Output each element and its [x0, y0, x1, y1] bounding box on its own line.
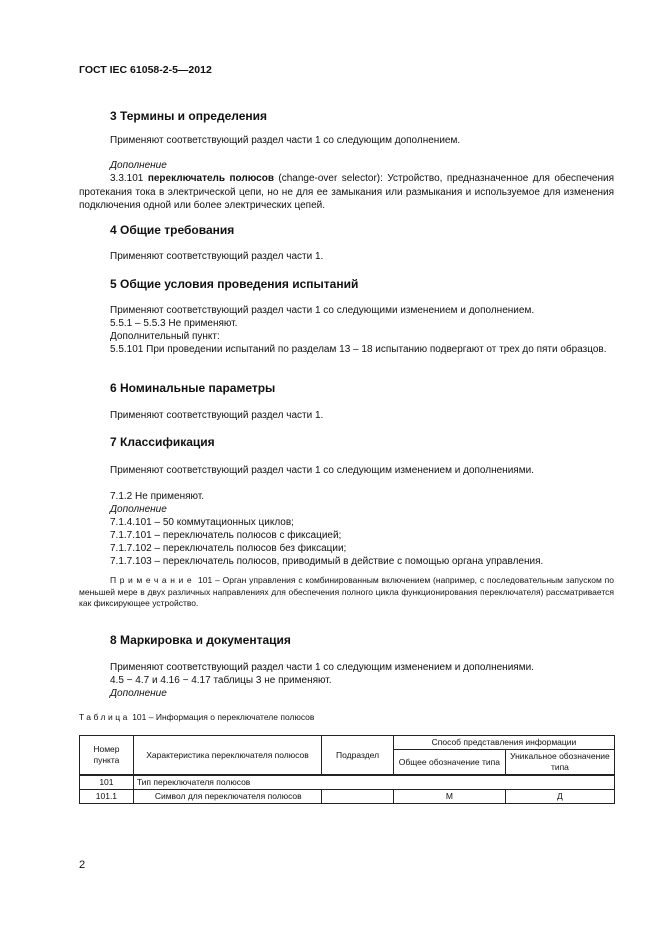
section-5-heading: 5 Общие условия проведения испытаний: [110, 277, 359, 291]
page-number: 2: [79, 859, 86, 871]
section-4-text: Применяют соответствующий раздел части 1.: [110, 251, 324, 262]
header-general-type: Общее обозначение типа: [393, 750, 505, 776]
table-caption: [79, 712, 314, 722]
note-label: Примечание: [110, 575, 196, 585]
header-characteristic: Характеристика переключателя полюсов: [133, 736, 321, 776]
section-8-line-1: 4.5 − 4.7 и 4.16 − 4.17 таблицы 3 не применяют.: [110, 675, 332, 686]
pole-switch-info-table: [79, 735, 615, 804]
section-6-text: Применяют соответствующий раздел части 1.: [110, 410, 324, 421]
section-7-addition-label: Дополнение: [110, 504, 167, 515]
document-header: ГОСТ IEC 61058-2-5—2012: [79, 64, 212, 76]
section-8-intro: Применяют соответствующий раздел части 1 со следующим изменением и дополнениями.: [110, 662, 534, 673]
section-4-heading: 4 Общие требования: [110, 223, 235, 237]
section-7-line-5: 7.1.7.103 – переключатель полюсов, приводимый в действие с помощью органа управления.: [110, 556, 544, 567]
header-method: Способ представления информации: [393, 736, 614, 750]
header-number: Номер пункта: [80, 736, 134, 776]
section-3-definition: [79, 172, 614, 213]
section-3-addition-label: Дополнение: [110, 160, 167, 171]
section-7-line-4: 7.1.7.102 – переключатель полюсов без фиксации;: [110, 543, 347, 554]
row-2-subsection: [322, 790, 394, 804]
section-7-heading: 7 Классификация: [110, 435, 215, 449]
section-8-addition-label: Дополнение: [110, 688, 167, 699]
section-5-line-3: 5.5.101 При проведении испытаний по разделам 13 – 18 испытанию подвергают от трех до пяти образцов.: [110, 344, 607, 355]
table-caption-text: 101 – Информация о переключателе полюсов: [132, 712, 315, 722]
table-row: [80, 775, 615, 790]
section-7-note: [79, 575, 614, 610]
table-caption-label: Таблица: [79, 712, 130, 722]
header-subsection: Подраздел: [322, 736, 394, 776]
section-7-line-3: 7.1.7.101 – переключатель полюсов с фиксацией;: [110, 530, 342, 541]
section-6-heading: 6 Номинальные параметры: [110, 381, 276, 395]
section-5-line-1: 5.5.1 – 5.5.3 Не применяют.: [110, 318, 238, 329]
row-2-general: М: [393, 790, 505, 804]
term-number: 3.3.101: [110, 173, 144, 184]
section-7-line-1: 7.1.2 Не применяют.: [110, 491, 205, 502]
section-8-heading: 8 Маркировка и документация: [110, 633, 291, 647]
term-definition: (change-over selector): Устройство, предназначенное для обеспечения протекания тока в электрической цепи, но не для ее замыкания или размыкания и используемое для изменения подключения одной или более электрических цепей.: [79, 173, 614, 211]
row-1-number: 101: [80, 775, 134, 790]
section-3-heading: 3 Термины и определения: [110, 109, 268, 123]
row-1-characteristic: Тип переключателя полюсов: [133, 775, 614, 790]
header-unique-type: Уникальное обозначение типа: [505, 750, 614, 776]
row-2-unique: Д: [505, 790, 614, 804]
table-row: [80, 790, 615, 804]
row-2-number: 101.1: [80, 790, 134, 804]
row-2-characteristic: Символ для переключателя полюсов: [133, 790, 321, 804]
section-5-line-2: Дополнительный пункт:: [110, 331, 220, 342]
term-name: переключатель полюсов: [147, 173, 274, 184]
section-7-line-2: 7.1.4.101 – 50 коммутационных циклов;: [110, 517, 294, 528]
section-3-intro: Применяют соответствующий раздел части 1 со следующим дополнением.: [110, 135, 461, 146]
note-text: 101 – Орган управления с комбинированным включением (например, с последовательным запуском по меньшей мере в двух различных направлениях для обеспечения полного цикла функционирования переключателя) рассматривается как фиксирующее устройство.: [79, 575, 614, 608]
section-7-intro: Применяют соответствующий раздел части 1 со следующим изменением и дополнениями.: [110, 465, 534, 476]
section-5-intro: Применяют соответствующий раздел части 1 со следующими изменением и дополнением.: [110, 305, 535, 316]
